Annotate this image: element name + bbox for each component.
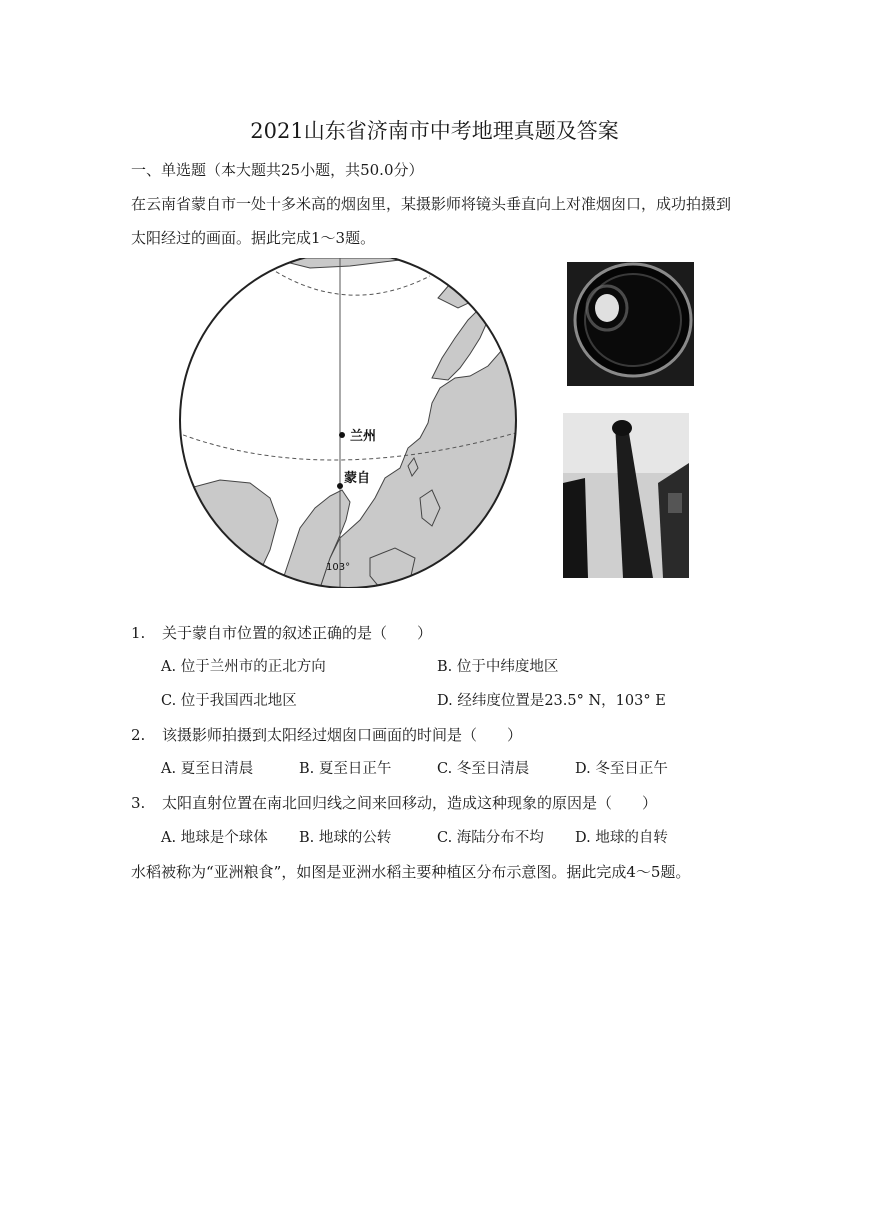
mengzi-marker [337, 483, 343, 489]
label-lanzhou: 兰州 [350, 429, 377, 444]
label-meridian: 103° [326, 562, 351, 573]
question-3-number: 3. [131, 794, 146, 812]
globe-map [170, 258, 526, 588]
question-1-option-a: A. 位于兰州市的正北方向 [161, 659, 326, 675]
question-1-number: 1. [131, 624, 146, 642]
chimney-photo-bottom [563, 413, 689, 578]
lanzhou-marker [339, 432, 345, 438]
question-2-option-d: D. 冬至日正午 [575, 761, 668, 777]
closing-paragraph: 水稻被称为“亚洲粮食”，如图是亚洲水稻主要种植区分布示意图。据此完成4～5题。 [131, 863, 691, 881]
question-1-option-c: C. 位于我国西北地区 [161, 693, 297, 709]
question-2-option-c: C. 冬至日清晨 [437, 761, 530, 777]
page-title: 2021山东省济南市中考地理真题及答案 [250, 119, 619, 143]
land-kamchatka [438, 258, 500, 308]
question-2-stem: 该摄影师拍摄到太阳经过烟囱口画面的时间是（ ） [162, 726, 523, 744]
question-3-option-d: D. 地球的自转 [575, 830, 668, 846]
label-mengzi: 蒙自 [344, 471, 371, 486]
question-2-option-b: B. 夏至日正午 [299, 761, 392, 777]
question-2-option-a: A. 夏至日清晨 [161, 761, 254, 777]
question-3-option-b: B. 地球的公转 [299, 830, 392, 846]
question-3-stem: 太阳直射位置在南北回归线之间来回移动，造成这种现象的原因是（ ） [162, 794, 658, 812]
question-1-option-b: B. 位于中纬度地区 [437, 659, 559, 675]
land-arabia [170, 493, 194, 568]
question-1-stem: 关于蒙自市位置的叙述正确的是（ ） [162, 624, 433, 642]
intro-line-2: 太阳经过的画面。据此完成1～3题。 [131, 229, 376, 247]
intro-line-1: 在云南省蒙自市一处十多米高的烟囱里，某摄影师将镜头垂直向上对准烟囱口，成功拍摄到 [131, 195, 732, 213]
question-3-option-a: A. 地球是个球体 [161, 830, 268, 846]
chimney-photo-top [567, 262, 694, 386]
land-india [190, 480, 278, 588]
question-2-number: 2. [131, 726, 146, 744]
question-3-option-c: C. 海陆分布不均 [437, 830, 544, 846]
question-1-option-d: D. 经纬度位置是23.5° N，103° E [437, 693, 666, 709]
section-heading: 一、单选题（本大题共25小题，共50.0分） [131, 161, 424, 179]
